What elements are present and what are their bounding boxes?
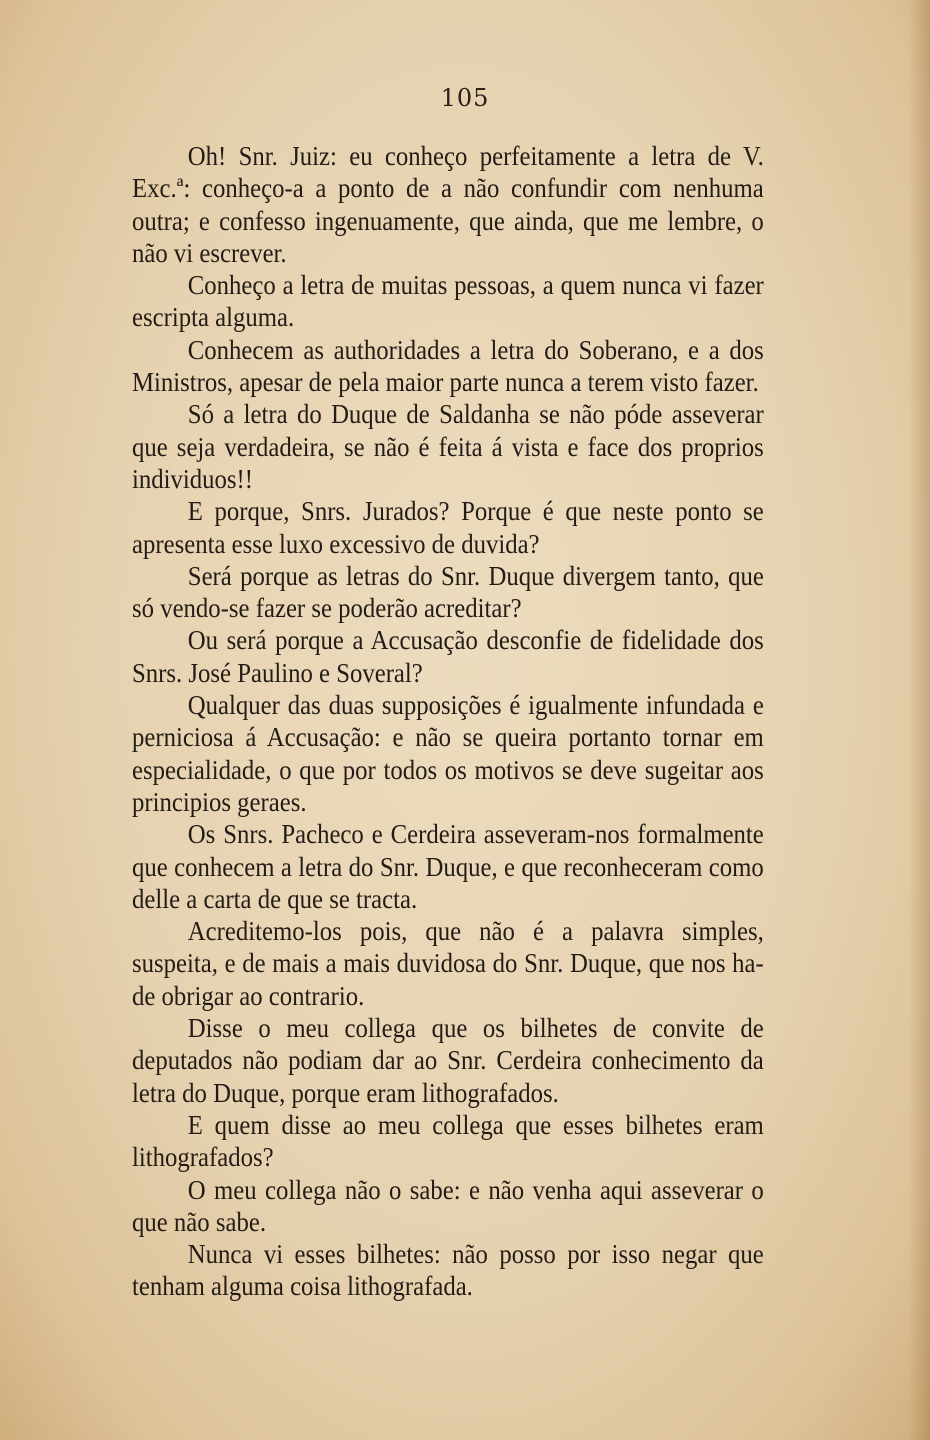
paragraph: E quem disse ao meu collega que esses bilhetes eram lithografados?	[132, 1108, 764, 1173]
paragraph: Disse o meu collega que os bilhetes de convite de deputados não podiam dar ao Snr. Cerdeira conhecimento da letra do Duque, porque eram lithografados.	[132, 1012, 764, 1108]
page-number: 105	[440, 84, 490, 112]
paragraph: Conheço a letra de muitas pessoas, a quem nunca vi fazer escripta alguma.	[132, 269, 764, 333]
paragraph: Nunca vi esses bilhetes: não posso por isso negar que tenham alguma coisa lithografada.	[132, 1238, 764, 1302]
paragraph: Conhecem as authoridades a letra do Soberano, e a dos Ministros, apesar de pela maior parte nunca a terem visto fazer.	[132, 333, 764, 398]
paragraph: Ou será porque a Accusação desconfie de fidelidade dos Snrs. José Paulino e Soveral?	[132, 624, 764, 688]
paragraph: Só a letra do Duque de Saldanha se não póde asseverar que seja verdadeira, se não é feita á vista e face dos proprios individuos!!	[132, 398, 764, 494]
body-text	[132, 140, 764, 1303]
paragraph: O meu collega não o sabe: e não venha aqui asseverar o que não sabe.	[132, 1173, 764, 1237]
paragraph: Oh! Snr. Juiz: eu conheço perfeitamente a letra de V. Exc.ª: conheço-a a ponto de a não confundir com nenhuma outra; e confesso ingenuamente, que ainda, que me lembre, o não vi escrever.	[132, 140, 764, 268]
paragraph: Acreditemo-los pois, que não é a palavra simples, suspeita, e de mais a mais duvidosa do Snr. Duque, que nos ha-de obrigar ao contrario.	[132, 915, 764, 1011]
paragraph: Qualquer das duas supposições é igualmente infundada e perniciosa á Accusação: e não se queira portanto tornar em especialidade, o que por todos os motivos se deve sugeitar aos principios geraes.	[132, 689, 764, 817]
paragraph: Os Snrs. Pacheco e Cerdeira asseveram-nos formalmente que conhecem a letra do Snr. Duque, e que reconheceram como delle a carta de que se tracta.	[132, 818, 764, 914]
page-edge-shadow	[908, 0, 930, 1440]
paragraph: E porque, Snrs. Jurados? Porque é que neste ponto se apresenta esse luxo excessivo de duvida?	[132, 495, 764, 559]
paragraph: Será porque as letras do Snr. Duque divergem tanto, que só vendo-se fazer se poderão acreditar?	[132, 559, 764, 624]
